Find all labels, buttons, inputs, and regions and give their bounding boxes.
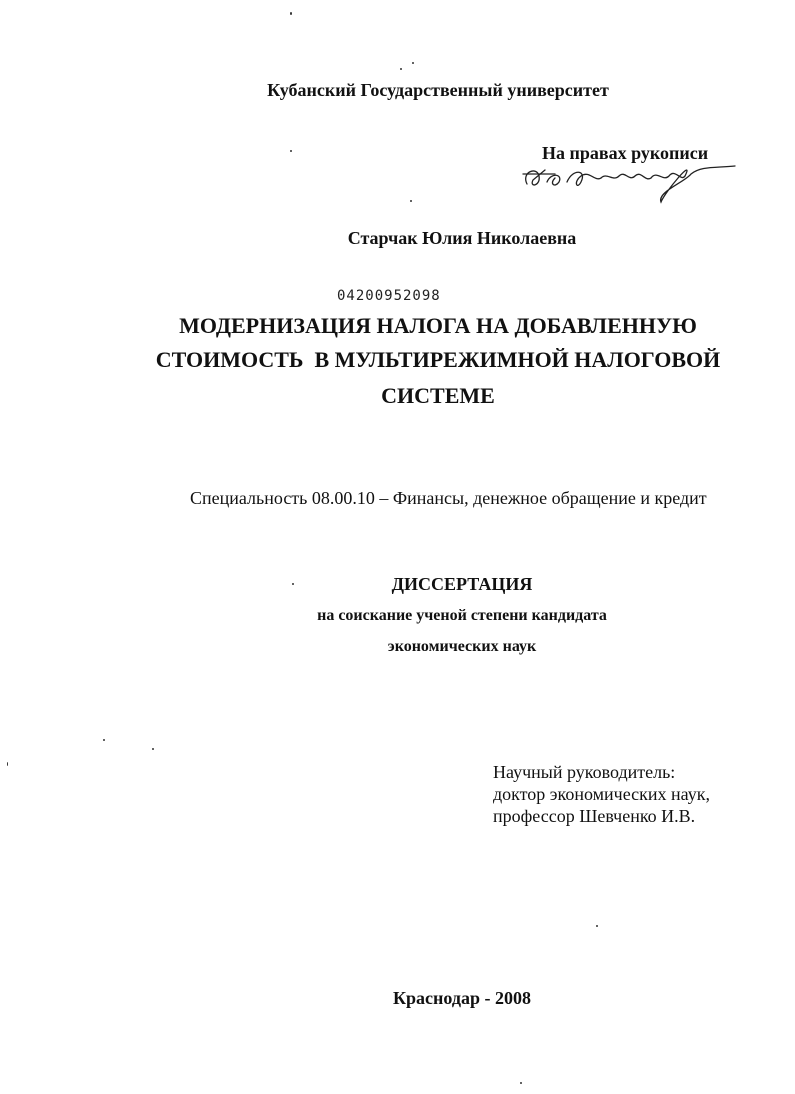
advisor-name: профессор Шевченко И.В. (493, 806, 696, 826)
dissertation-field-line: экономических наук (387, 638, 537, 655)
manuscript-note: На правах рукописи (542, 143, 709, 163)
city-year: Краснодар - 2008 (392, 988, 531, 1008)
scan-speck (152, 748, 154, 750)
dissertation-heading: ДИССЕРТАЦИЯ (391, 574, 533, 594)
thesis-title-line-1: МОДЕРНИЗАЦИЯ НАЛОГА НА ДОБАВЛЕННУЮ (179, 313, 697, 338)
dissertation-degree-line: на соискание ученой степени кандидата (317, 607, 607, 624)
scan-speck (290, 12, 292, 15)
thesis-title-line-2: СТОИМОСТЬ В МУЛЬТИРЕЖИМНОЙ НАЛОГОВОЙ (155, 347, 721, 372)
scan-speck (400, 68, 402, 70)
scan-speck (412, 62, 414, 64)
scan-speck (7, 762, 8, 766)
scan-speck (292, 583, 294, 585)
specialty-line: Специальность 08.00.10 – Финансы, денежное обращение и кредит (190, 488, 707, 508)
scan-speck (520, 1082, 522, 1084)
document-code: 04200952098 (337, 288, 441, 304)
scan-speck (103, 739, 105, 741)
scan-speck (596, 925, 598, 927)
scan-speck (410, 200, 412, 202)
author-name: Старчак Юлия Николаевна (347, 228, 577, 248)
signature-image (515, 152, 745, 207)
thesis-title-line-3: СИСТЕМЕ (381, 383, 495, 408)
university-name: Кубанский Государственный университет (267, 80, 609, 100)
advisor-label: Научный руководитель: (493, 762, 676, 782)
scan-speck (290, 150, 292, 152)
advisor-degree: доктор экономических наук, (493, 784, 710, 804)
